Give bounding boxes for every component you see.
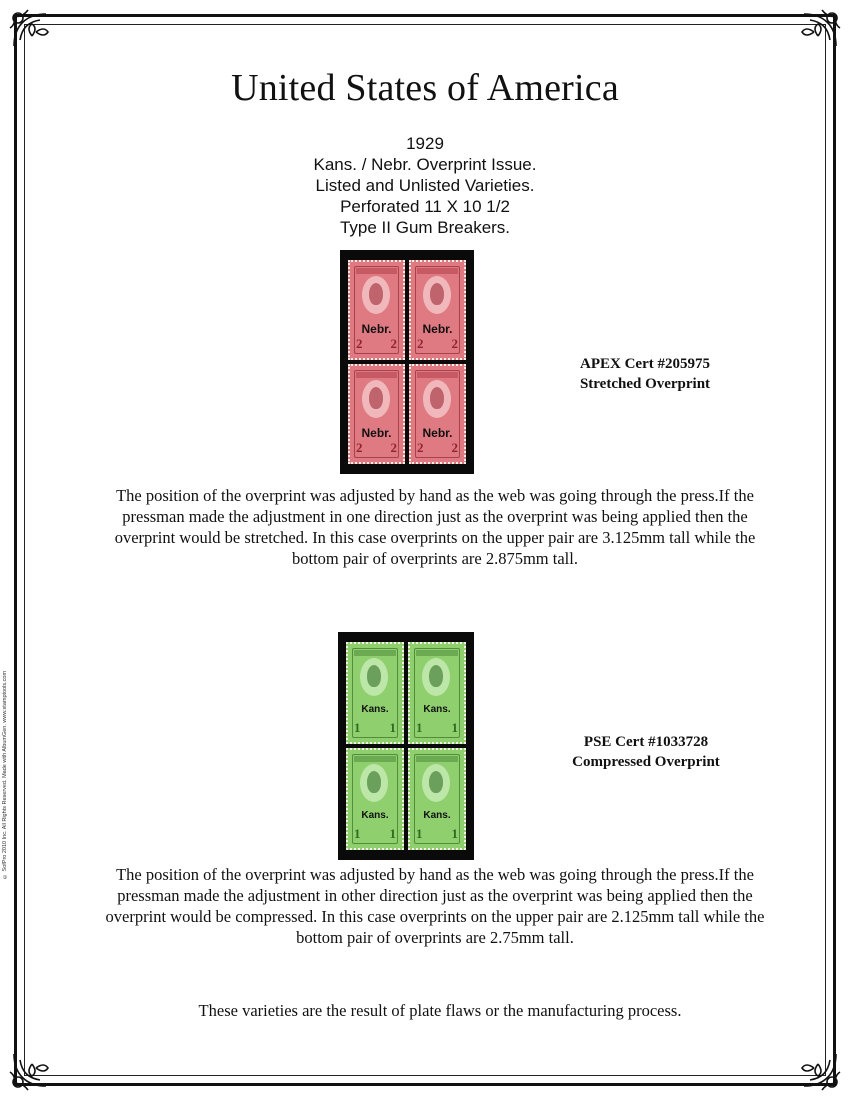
overprint-text: Kans. — [423, 704, 451, 715]
copyright-credit: © SofPro 2010 Inc. All Rights Reserved. Made with AlbumGen. www.stamptools.com — [2, 670, 8, 880]
denomination: 1 — [451, 826, 458, 841]
issue-header — [0, 133, 850, 238]
stamp-image — [348, 260, 405, 360]
certificate-caption — [548, 732, 744, 772]
issue-perforation: Perforated 11 X 10 1/2 — [340, 197, 510, 216]
issue-gum-type: Type II Gum Breakers. — [339, 218, 511, 237]
corner-ornament-icon — [6, 1024, 76, 1094]
certificate-caption — [550, 354, 740, 394]
denomination: 2 — [356, 336, 363, 351]
stamp-image — [346, 748, 404, 850]
variety-name: Compressed Overprint — [572, 754, 720, 770]
denomination: 2 — [390, 440, 397, 455]
corner-ornament-icon — [774, 1024, 844, 1094]
overprint-text: Kans. — [423, 810, 451, 821]
certificate-number: PSE Cert #1033728 — [583, 734, 709, 750]
footer-note: These varieties are the result of plate flaws or the manufacturing process. — [198, 1001, 682, 1020]
denomination: 2 — [356, 440, 363, 455]
stamp-image — [346, 642, 404, 744]
denomination: 2 — [390, 336, 397, 351]
issue-name: Kans. / Nebr. Overprint Issue. — [313, 155, 537, 174]
stamp-block-nebr — [340, 250, 474, 474]
issue-year: 1929 — [406, 134, 444, 153]
denomination: 2 — [451, 440, 458, 455]
overprint-text: Kans. — [361, 810, 389, 821]
variety-name: Stretched Overprint — [579, 376, 711, 392]
denomination: 1 — [354, 826, 361, 841]
denomination: 1 — [416, 826, 423, 841]
description-paragraph: The position of the overprint was adjusted by hand as the web was going through the press.If the pressman made the adjustment in one direction just as the overprint was being applied then the overprint would be stretched. In this case overprints on the upper pair are 3.125mm tall while the bottom pair of overprints are 2.875mm tall. — [114, 486, 756, 568]
denomination: 1 — [389, 826, 396, 841]
denomination: 1 — [416, 720, 423, 735]
stamp-image — [409, 364, 466, 464]
issue-varieties: Listed and Unlisted Varieties. — [315, 176, 535, 195]
overprint-text: Nebr. — [361, 426, 392, 440]
page-title: United States of America — [231, 67, 619, 109]
stamp-image — [409, 260, 466, 360]
description-paragraph: The position of the overprint was adjusted by hand as the web was going through the press.If the pressman made the adjustment in other direction just as the overprint was being applied then the overprint would be compressed. In this case overprints on the upper pair are 2.125mm tall while the bottom pair of overprints are 2.75mm tall. — [105, 865, 765, 947]
denomination: 1 — [354, 720, 361, 735]
denomination: 2 — [417, 336, 424, 351]
stamp-image — [408, 642, 466, 744]
stamp-block-kans — [338, 632, 474, 860]
denomination: 2 — [451, 336, 458, 351]
stamp-image — [408, 748, 466, 850]
stamp-image — [348, 364, 405, 464]
denomination: 2 — [417, 440, 424, 455]
overprint-text: Nebr. — [422, 322, 453, 336]
overprint-text: Kans. — [361, 704, 389, 715]
denomination: 1 — [451, 720, 458, 735]
overprint-text: Nebr. — [361, 322, 392, 336]
certificate-number: APEX Cert #205975 — [580, 356, 710, 372]
denomination: 1 — [389, 720, 396, 735]
overprint-text: Nebr. — [422, 426, 453, 440]
